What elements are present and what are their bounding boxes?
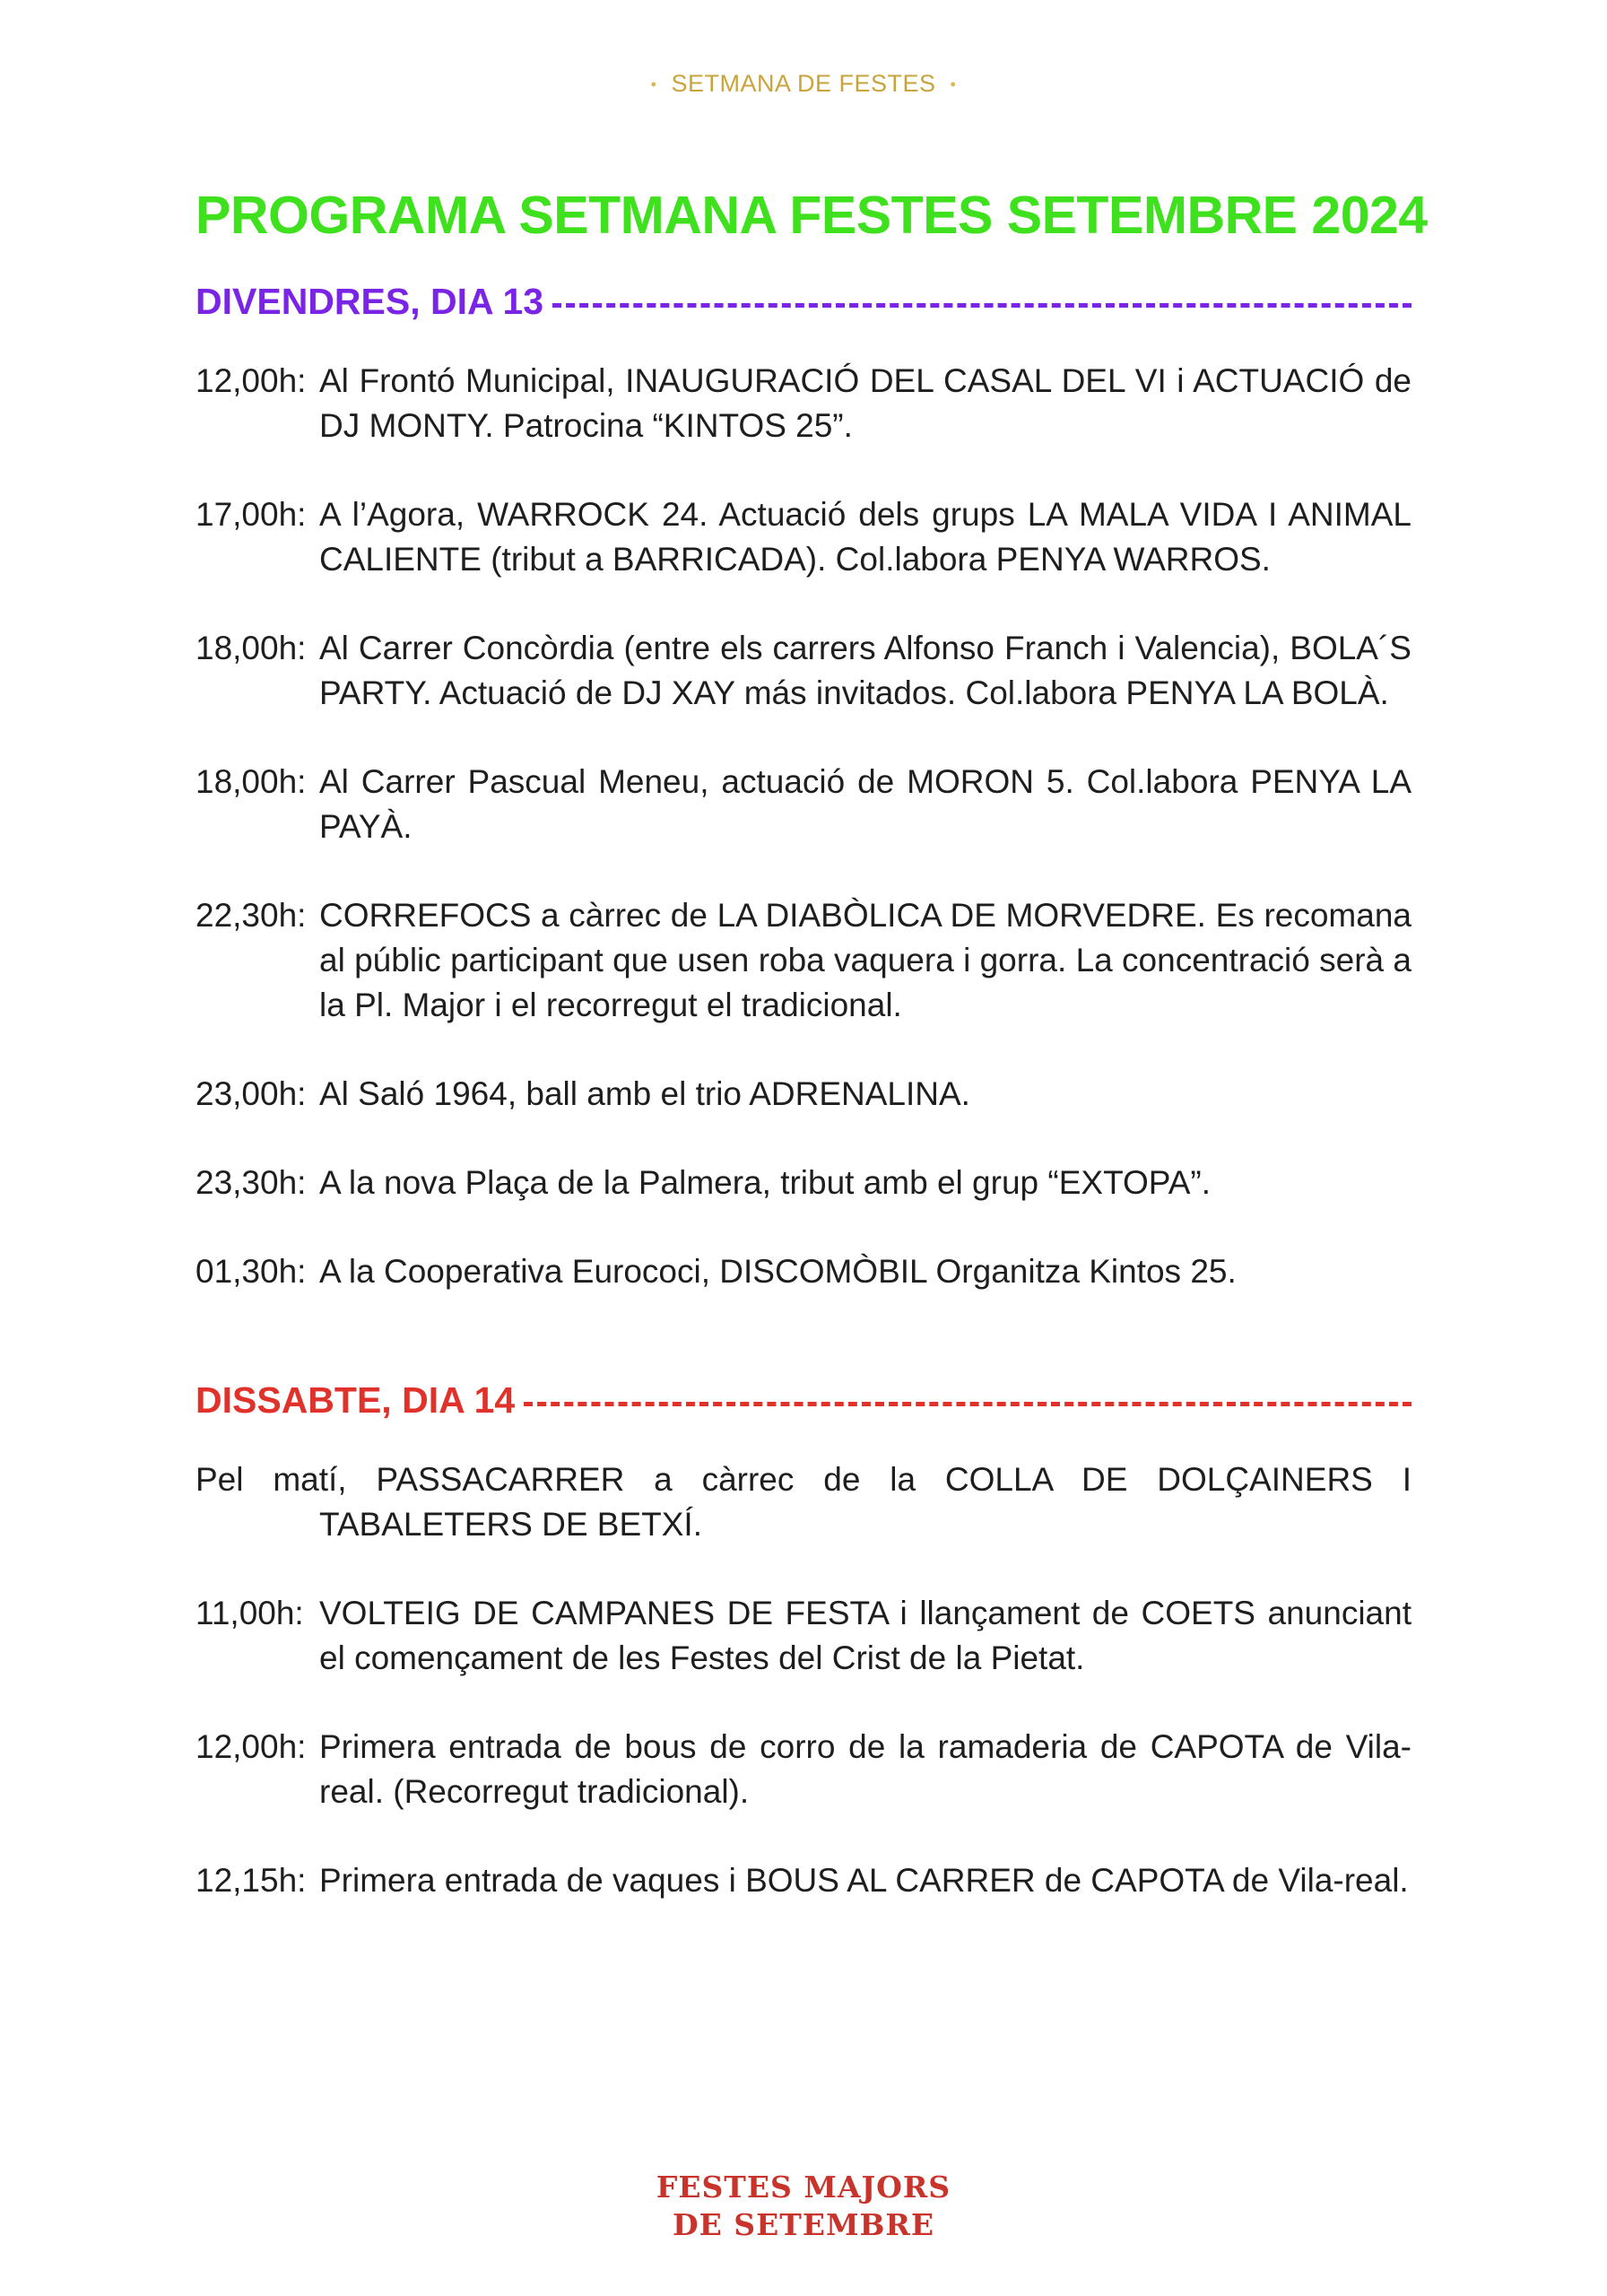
running-header: [0, 70, 1607, 98]
festival-logo: [0, 2169, 1607, 2244]
event-list-friday: [195, 359, 1412, 1294]
day-heading-friday: [195, 276, 1412, 326]
bullet-icon: •: [650, 75, 657, 94]
event-item: [195, 760, 1412, 849]
event-description: A la nova Plaça de la Palmera, tribut amb el grup “EXTOPA”.: [319, 1164, 1211, 1201]
event-item: [195, 626, 1412, 716]
event-description: Al Frontó Municipal, INAUGURACIÓ DEL CASAL DEL VI i ACTUACIÓ de DJ MONTY. Patrocina “KINTOS 25”.: [319, 362, 1412, 444]
event-time: 18,00h:: [195, 763, 307, 800]
day-heading-label: DIVENDRES, DIA 13: [195, 281, 544, 322]
event-item: [195, 893, 1412, 1028]
event-item: [195, 492, 1412, 582]
running-header-title: SETMANA DE FESTES: [671, 70, 936, 97]
event-description: Al Carrer Concòrdia (entre els carrers Alfonso Franch i Valencia), BOLA´S PARTY. Actuació de DJ XAY más invitados. Col.labora PENYA LA BOLÀ.: [319, 630, 1412, 711]
event-time: 23,30h:: [195, 1164, 307, 1201]
event-description: CORREFOCS a càrrec de LA DIABÒLICA DE MORVEDRE. Es recomana al públic participant que usen roba vaquera i gorra. La concentració serà a la Pl. Major i el recorregut el tradicional.: [319, 897, 1412, 1023]
event-item: [195, 1072, 1412, 1117]
event-intro: Pel matí, PASSACARRER a càrrec de la COLLA DE DOLÇAINERS I TABALETERS DE BETXÍ.: [195, 1461, 1412, 1543]
dashed-divider: [552, 303, 1412, 308]
event-list-saturday: [195, 1457, 1412, 1903]
event-item: [195, 359, 1412, 448]
day-heading-label: DISSABTE, DIA 14: [195, 1379, 516, 1421]
festival-logo-line1: FESTES MAJORS: [656, 2170, 951, 2205]
event-time: 12,00h:: [195, 362, 307, 399]
program-content: [195, 179, 1428, 1947]
event-description: A l’Agora, WARROCK 24. Actuació dels grups LA MALA VIDA I ANIMAL CALIENTE (tribut a BARRICADA). Col.labora PENYA WARROS.: [319, 496, 1412, 578]
event-item: [195, 1725, 1412, 1814]
event-time: 17,00h:: [195, 496, 307, 533]
event-time: 12,15h:: [195, 1862, 307, 1899]
event-item: [195, 1591, 1412, 1681]
day-heading-saturday: [195, 1375, 1412, 1425]
event-item: [195, 1249, 1412, 1294]
event-item: [195, 1161, 1412, 1205]
event-description: Primera entrada de vaques i BOUS AL CARRER de CAPOTA de Vila-real.: [319, 1862, 1409, 1899]
bullet-icon: •: [950, 75, 957, 94]
event-description: VOLTEIG DE CAMPANES DE FESTA i llançament de COETS anunciant el començament de les Festes del Crist de la Pietat.: [319, 1595, 1412, 1676]
event-time: 01,30h:: [195, 1253, 307, 1290]
event-time: 11,00h:: [195, 1595, 304, 1631]
event-description: Al Carrer Pascual Meneu, actuació de MORON 5. Col.labora PENYA LA PAYÀ.: [319, 763, 1412, 845]
event-description: Primera entrada de bous de corro de la ramaderia de CAPOTA de Vila-real. (Recorregut tradicional).: [319, 1728, 1412, 1810]
dashed-divider: [524, 1402, 1412, 1406]
festival-logo-line2: DE SETEMBRE: [673, 2207, 934, 2242]
event-time: 12,00h:: [195, 1728, 307, 1765]
page-title: PROGRAMA SETMANA FESTES SETEMBRE 2024: [195, 186, 1428, 245]
event-time: 23,00h:: [195, 1075, 307, 1112]
event-time: 22,30h:: [195, 897, 307, 934]
event-description: A la Cooperativa Eurococi, DISCOMÒBIL Organitza Kintos 25.: [319, 1253, 1237, 1290]
event-item: [195, 1858, 1412, 1903]
event-description: Al Saló 1964, ball amb el trio ADRENALINA.: [319, 1075, 970, 1112]
event-time: 18,00h:: [195, 630, 307, 666]
